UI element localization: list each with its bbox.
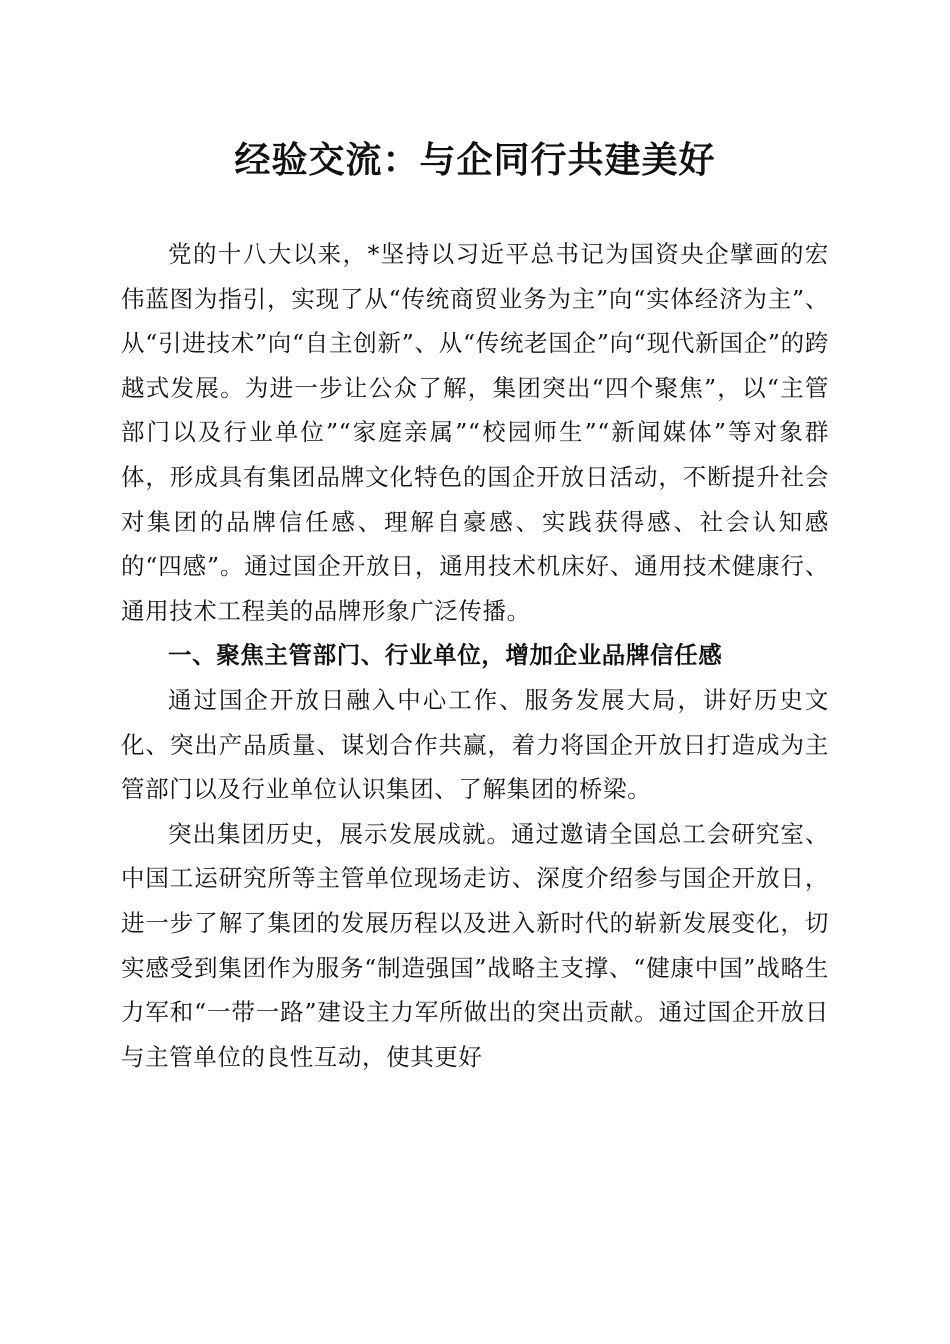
- document-body: [121, 232, 829, 1079]
- section-heading-1: 一、聚焦主管部门、行业单位，增加企业品牌信任感: [168, 641, 723, 670]
- intro-paragraph: 党的十八大以来，*坚持以习近平总书记为国资央企擘画的宏伟蓝图为指引，实现了从“传统商贸业务为主”向“实体经济为主”、从“引进技术”向“自主创新”、从“传统老国企”向“现代新国企”的跨越式发展。为进一步让公众了解，集团突出“四个聚焦”，以“主管部门以及行业单位”“家庭亲属”“校园师生”“新闻媒体”等对象群体，形成具有集团品牌文化特色的国企开放日活动，不断提升社会对集团的品牌信任感、理解自豪感、实践获得感、社会认知感的“四感”。通过国企开放日，通用技术机床好、通用技术健康行、通用技术工程美的品牌形象广泛传播。: [121, 240, 829, 625]
- section-paragraph-2: 突出集团历史，展示发展成就。通过邀请全国总工会研究室、中国工运研究所等主管单位现场走访、深度介绍参与国企开放日，进一步了解了集团的发展历程以及进入新时代的崭新发展变化，切实感受到集团作为服务“制造强国”战略主支撑、“健康中国”战略生力军和“一带一路”建设主力军所做出的突出贡献。通过国企开放日与主管单位的良性互动，使其更好: [121, 819, 829, 1071]
- document-title: 经验交流：与企同行共建美好: [234, 139, 716, 181]
- section-paragraph-1: 通过国企开放日融入中心工作、服务发展大局，讲好历史文化、突出产品质量、谋划合作共赢，着力将国企开放日打造成为主管部门以及行业单位认识集团、了解集团的桥梁。: [121, 685, 829, 804]
